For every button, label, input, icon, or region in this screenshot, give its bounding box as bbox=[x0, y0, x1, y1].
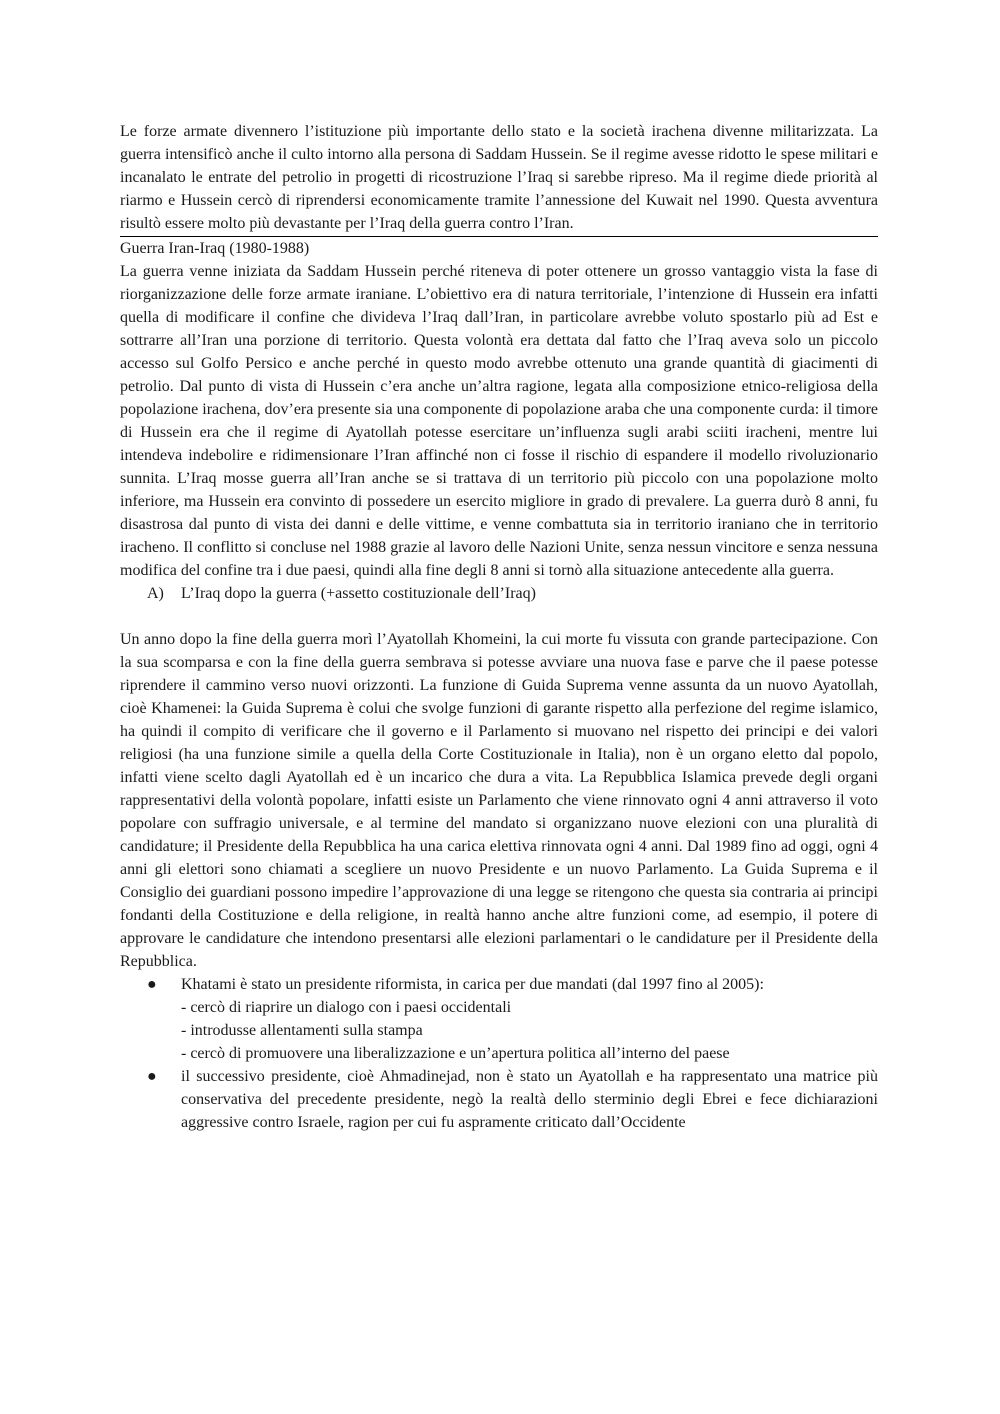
sub-list-item: - cercò di promuovere una liberalizzazione e un’apertura politica all’interno del paese bbox=[181, 1045, 730, 1062]
bullet-text: Khatami è stato un presidente riformista, in carica per due mandati (dal 1997 fino al 2005): bbox=[181, 976, 764, 993]
bullet-icon: ● bbox=[147, 976, 157, 993]
sub-list bbox=[181, 996, 878, 1065]
sub-list-item: - introdusse allentamenti sulla stampa bbox=[181, 1022, 423, 1039]
list-item bbox=[120, 1065, 878, 1134]
sub-list-item: - cercò di riaprire un dialogo con i paesi occidentali bbox=[181, 999, 512, 1016]
postwar-section-paragraph: Un anno dopo la fine della guerra morì l’Ayatollah Khomeini, la cui morte fu vissuta con grande partecipazione. Con la sua scomparsa e con la fine della guerra sembrava si potesse avviare una nuova fase e parve che il paese potesse riprendere il cammino verso nuovi orizzonti. La funzione di Guida Suprema venne assunta da un nuovo Ayatollah, cioè Khamenei: la Guida Suprema è colui che svolge funzioni di garante rispetto alla perfezione del regime islamico, ha quindi il compito di verificare che il governo e il Parlamento si muovano nel rispetto dei principi e dei valori religiosi (ha una funzione simile a quella della Corte Costituzionale in Italia), non è un organo eletto dal popolo, infatti viene scelto dagli Ayatollah ed è un incarico che dura a vita. La Repubblica Islamica prevede degli organi rappresentativi della volontà popolare, infatti esiste un Parlamento che viene rinnovato ogni 4 anni attraverso il voto popolare con suffragio universale, e al termine del mandato si organizzano nuove elezioni con una pluralità di candidature; il Presidente della Repubblica ha una carica elettiva rinnovata ogni 4 anni. Dal 1989 fino ad oggi, ogni 4 anni gli elettori sono chiamati a scegliere un nuovo Presidente e un nuovo Parlamento. La Guida Suprema e il Consiglio dei guardiani possono impedire l’approvazione di una legge se ritengono che questa sia contraria ai principi fondanti della Costituzione e della religione, in realtà hanno anche altre funzioni come, ad esempio, il potere di approvare le candidature che intendono presentarsi alle elezioni parlamentari o le candidature per il Presidente della Repubblica. bbox=[120, 631, 878, 970]
war-section-paragraph: La guerra venne iniziata da Saddam Hussein perché riteneva di poter ottenere un grosso vantaggio vista la fase di riorganizzazione delle forze armate iraniane. L’obiettivo era di natura territoriale, l’intenzione di Hussein era infatti quella di modificare il confine che divideva l’Iraq dall’Iran, in particolare avrebbe voluto spostarlo più ad Est e sottrarre all’Iran una porzione di territorio. Questa volontà era dettata dal fatto che l’Iraq aveva solo un piccolo accesso sul Golfo Persico e anche perché in questo modo avrebbe ottenuto una grande quantità di giacimenti di petrolio. Dal punto di vista di Hussein c’era anche un’altra ragione, legata alla composizione etnico-religiosa della popolazione irachena, dov’era presente sia una componente di popolazione araba che una componente curda: il timore di Hussein era che il regime di Ayatollah potesse esercitare un’influenza sugli arabi sciiti iracheni, mentre lui intendeva indebolire e ridimensionare l’Iran affinché non ci fosse il rischio di espandere il modello rivoluzionario sunnita. L’Iraq mosse guerra all’Iran anche se si trattava di un territorio più piccolo con una popolazione molto inferiore, ma Hussein era convinto di possedere un esercito migliore in grado di prevalere. La guerra durò 8 anni, fu disastrosa dal punto di vista dei danni e delle vittime, e venne combattuta sia in territorio iraniano che in territorio iracheno. Il conflitto si concluse nel 1988 grazie al lavoro delle Nazioni Unite, senza nessun vincitore e senza nessuna modifica del confine tra i due paesi, quindi alla fine degli 8 anni si tornò alla situazione antecedente alla guerra. bbox=[120, 263, 878, 579]
bullet-icon: ● bbox=[147, 1068, 157, 1085]
war-section-heading: Guerra Iran-Iraq (1980-1988) bbox=[120, 240, 310, 257]
postwar-heading-text: L’Iraq dopo la guerra (+assetto costituzionale dell’Iraq) bbox=[181, 585, 536, 602]
president-bullet-list bbox=[120, 973, 878, 1134]
list-marker: A) bbox=[147, 585, 164, 602]
intro-paragraph: Le forze armate divennero l’istituzione più importante dello stato e la società irachena divenne militarizzata. La guerra intensificò anche il culto intorno alla persona di Saddam Hussein. Se il regime avesse ridotto le spese militari e incanalato le entrate del petrolio in progetti di ricostruzione l’Iraq si sarebbe ripreso. Ma il regime diede priorità al riarmo e Hussein cercò di riprendersi economicamente tramite l’annessione del Kuwait nel 1990. Questa avventura risultò essere molto più devastante per l’Iraq della guerra contro l’Iran. bbox=[120, 123, 878, 232]
bullet-text: il successivo presidente, cioè Ahmadinejad, non è stato un Ayatollah e ha rappresentato una matrice più conservativa del precedente presidente, negò la realtà dello sterminio degli Ebrei e fece dichiarazioni aggressive contro Israele, ragion per cui fu aspramente criticato dall’Occidente bbox=[181, 1068, 878, 1131]
list-item bbox=[120, 973, 878, 1065]
postwar-section-heading bbox=[120, 582, 878, 605]
document-page bbox=[120, 120, 878, 1134]
